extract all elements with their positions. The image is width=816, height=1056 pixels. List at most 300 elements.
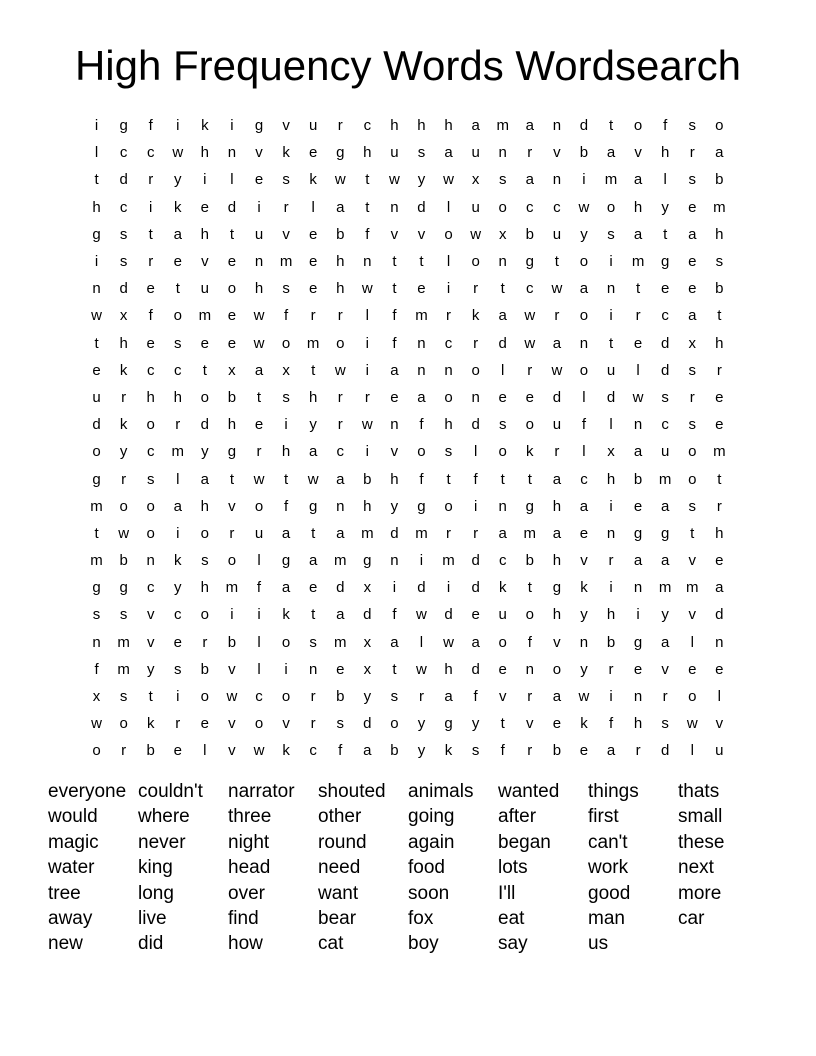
grid-letter: w xyxy=(578,198,590,216)
grid-letter: w xyxy=(91,715,102,733)
grid-letter: f xyxy=(94,660,99,678)
grid-letter: e xyxy=(227,334,237,352)
grid-letter: s xyxy=(282,171,290,189)
grid-letter: a xyxy=(688,225,697,243)
grid-letter: h xyxy=(715,524,724,542)
word-list-item: eat xyxy=(498,907,525,929)
grid-letter: r xyxy=(527,361,533,379)
grid-letter: t xyxy=(554,253,559,271)
grid-letter: r xyxy=(689,388,695,406)
grid-letter: h xyxy=(336,253,345,271)
grid-letter: a xyxy=(715,144,724,162)
grid-row xyxy=(83,248,733,275)
grid-letter: o xyxy=(281,688,291,706)
grid-letter: t xyxy=(500,280,505,298)
grid-letter: e xyxy=(715,660,724,678)
grid-letter: y xyxy=(417,715,426,733)
grid-letter: l xyxy=(609,416,613,434)
grid-letter: e xyxy=(661,280,670,298)
grid-letter: o xyxy=(579,253,589,271)
word-list-item: new xyxy=(48,933,83,955)
word-list-item: car xyxy=(678,907,705,929)
grid-letter: w xyxy=(334,171,346,189)
grid-letter: r xyxy=(418,688,424,706)
grid-letter: t xyxy=(500,470,505,488)
grid-letter: f xyxy=(500,742,505,760)
grid-letter: b xyxy=(200,660,210,678)
grid-letter: u xyxy=(552,416,562,434)
grid-letter: w xyxy=(578,688,590,706)
grid-letter: m xyxy=(442,552,455,570)
word-list-item: where xyxy=(138,806,190,828)
grid-letter: a xyxy=(281,524,291,542)
grid-letter: v xyxy=(634,144,642,162)
grid-letter: c xyxy=(146,443,155,461)
grid-letter: d xyxy=(92,416,101,434)
grid-letter: r xyxy=(635,307,641,325)
grid-row xyxy=(83,465,733,492)
grid-letter: n xyxy=(308,660,318,678)
word-list-item: three xyxy=(228,806,272,828)
grid-letter: e xyxy=(227,253,237,271)
grid-letter: t xyxy=(717,307,722,325)
grid-letter: v xyxy=(282,225,290,243)
grid-letter: s xyxy=(661,715,669,733)
grid-letter: n xyxy=(254,253,264,271)
word-list-item: thats xyxy=(678,781,720,802)
grid-letter: f xyxy=(608,715,614,733)
grid-letter: f xyxy=(284,497,289,515)
grid-letter: s xyxy=(119,225,128,243)
grid-letter: o xyxy=(525,606,534,624)
grid-letter: t xyxy=(690,524,695,542)
grid-letter: i xyxy=(365,334,369,352)
grid-letter: t xyxy=(365,171,370,189)
grid-letter: e xyxy=(633,334,643,352)
grid-letter: a xyxy=(552,334,562,352)
grid-letter: r xyxy=(554,443,560,461)
word-list-item: more xyxy=(678,882,722,904)
grid-letter: a xyxy=(552,470,562,488)
grid-letter: a xyxy=(633,443,643,461)
grid-letter: y xyxy=(661,198,669,216)
grid-letter: s xyxy=(715,253,724,271)
grid-letter: r xyxy=(310,715,316,733)
grid-letter: b xyxy=(525,225,534,243)
grid-letter: m xyxy=(496,117,509,135)
grid-letter: w xyxy=(551,361,563,379)
grid-letter: k xyxy=(444,742,453,760)
grid-letter: a xyxy=(336,524,345,542)
grid-letter: t xyxy=(527,579,532,597)
grid-letter: x xyxy=(228,361,236,379)
word-list-item: would xyxy=(48,806,98,828)
grid-letter: l xyxy=(311,198,315,216)
grid-letter: e xyxy=(525,388,534,406)
grid-letter: r xyxy=(608,552,614,570)
grid-letter: h xyxy=(281,443,291,461)
grid-letter: o xyxy=(471,361,480,379)
grid-letter: e xyxy=(92,361,101,379)
grid-letter: a xyxy=(661,497,670,515)
grid-letter: e xyxy=(146,334,155,352)
grid-letter: h xyxy=(444,660,453,678)
grid-letter: v xyxy=(228,660,236,678)
grid-letter: r xyxy=(310,307,316,325)
word-list-item: going xyxy=(408,806,455,828)
grid-letter: b xyxy=(227,633,237,651)
grid-letter: s xyxy=(119,688,128,706)
grid-letter: i xyxy=(176,117,180,135)
grid-letter: y xyxy=(417,742,426,760)
grid-letter: m xyxy=(713,443,726,461)
grid-letter: c xyxy=(661,307,669,325)
grid-row xyxy=(83,438,733,465)
grid-letter: t xyxy=(608,117,614,135)
grid-letter: m xyxy=(713,198,726,216)
grid-letter: s xyxy=(661,388,669,406)
grid-letter: h xyxy=(444,117,453,135)
grid-letter: y xyxy=(119,443,128,461)
grid-letter: e xyxy=(715,552,724,570)
grid-letter: o xyxy=(200,606,210,624)
grid-letter: o xyxy=(119,715,128,733)
grid-row xyxy=(83,330,733,357)
grid-letter: e xyxy=(552,715,562,733)
grid-letter: o xyxy=(444,497,453,515)
grid-letter: g xyxy=(661,253,670,271)
grid-letter: d xyxy=(498,334,507,352)
word-list-item: cat xyxy=(318,933,344,955)
grid-letter: e xyxy=(579,524,589,542)
grid-letter: t xyxy=(392,253,397,271)
grid-letter: m xyxy=(658,579,672,597)
grid-letter: t xyxy=(311,524,316,542)
grid-letter: i xyxy=(257,198,261,216)
grid-letter: u xyxy=(254,524,264,542)
grid-letter: l xyxy=(419,633,424,651)
grid-letter: t xyxy=(284,470,289,488)
grid-letter: o xyxy=(254,497,264,515)
grid-letter: o xyxy=(336,334,345,352)
grid-row xyxy=(83,629,733,656)
grid-letter: f xyxy=(392,606,397,624)
grid-letter: s xyxy=(309,633,317,651)
grid-letter: d xyxy=(417,579,426,597)
grid-letter: y xyxy=(580,606,588,624)
grid-letter: h xyxy=(606,606,616,624)
grid-letter: w xyxy=(91,307,102,325)
grid-letter: i xyxy=(473,497,478,515)
grid-letter: i xyxy=(609,253,613,271)
grid-letter: d xyxy=(336,579,345,597)
grid-letter: i xyxy=(284,660,288,678)
grid-letter: u xyxy=(471,198,480,216)
grid-letter: y xyxy=(309,416,317,434)
grid-letter: m xyxy=(658,470,672,488)
grid-letter: d xyxy=(661,361,670,379)
grid-letter: c xyxy=(580,470,588,488)
grid-letter: r xyxy=(473,524,479,542)
word-list-item: things xyxy=(588,781,639,802)
grid-letter: g xyxy=(254,117,264,135)
grid-letter: a xyxy=(444,144,453,162)
grid-letter: k xyxy=(174,552,182,570)
grid-letter: e xyxy=(688,280,697,298)
grid-letter: s xyxy=(92,606,101,624)
grid-letter: m xyxy=(415,307,428,325)
word-list-item: away xyxy=(48,907,93,929)
word-list-item: narrator xyxy=(228,781,295,802)
grid-letter: x xyxy=(471,171,480,189)
grid-letter: v xyxy=(201,253,209,271)
grid-row xyxy=(83,139,733,166)
grid-letter: h xyxy=(146,388,155,406)
grid-letter: a xyxy=(552,688,562,706)
grid-letter: e xyxy=(417,280,426,298)
grid-letter: i xyxy=(176,688,180,706)
grid-letter: m xyxy=(90,497,103,515)
grid-letter: i xyxy=(392,579,397,597)
word-list-item: over xyxy=(228,882,265,904)
grid-letter: u xyxy=(92,388,101,406)
grid-letter: m xyxy=(225,579,239,597)
grid-letter: r xyxy=(716,361,722,379)
grid-letter: d xyxy=(715,606,724,624)
grid-letter: l xyxy=(365,307,369,325)
grid-letter: u xyxy=(661,443,670,461)
grid-letter: f xyxy=(527,633,532,651)
grid-letter: a xyxy=(363,742,372,760)
word-list xyxy=(48,779,788,957)
grid-letter: x xyxy=(688,334,696,352)
grid-letter: r xyxy=(121,388,127,406)
grid-letter: f xyxy=(663,117,668,135)
grid-letter: a xyxy=(715,579,724,597)
word-list-item: live xyxy=(138,907,167,929)
grid-letter: a xyxy=(633,552,643,570)
word-list-item: magic xyxy=(48,831,99,853)
grid-letter: a xyxy=(336,470,345,488)
grid-letter: s xyxy=(471,742,480,760)
grid-letter: f xyxy=(338,742,343,760)
word-list-item: round xyxy=(318,831,367,853)
grid-letter: m xyxy=(198,307,212,325)
grid-letter: n xyxy=(390,198,399,216)
grid-letter: m xyxy=(604,171,618,189)
grid-row xyxy=(83,683,733,710)
grid-letter: b xyxy=(715,171,724,189)
grid-letter: n xyxy=(227,144,237,162)
grid-letter: v xyxy=(661,660,669,678)
grid-letter: h xyxy=(308,388,318,406)
word-list-item: wanted xyxy=(498,781,560,802)
grid-letter: e xyxy=(308,579,318,597)
grid-letter: w xyxy=(524,307,536,325)
grid-letter: c xyxy=(336,443,344,461)
grid-letter: i xyxy=(609,579,613,597)
grid-letter: l xyxy=(473,443,478,461)
grid-letter: b xyxy=(525,552,534,570)
grid-letter: e xyxy=(200,334,210,352)
grid-letter: x xyxy=(498,225,507,243)
grid-letter: o xyxy=(200,388,210,406)
grid-letter: r xyxy=(202,633,208,651)
grid-letter: i xyxy=(94,253,99,271)
word-list-item: want xyxy=(318,882,359,904)
grid-letter: o xyxy=(227,552,237,570)
grid-letter: a xyxy=(606,144,616,162)
grid-letter: h xyxy=(119,334,128,352)
word-list-item: night xyxy=(228,831,270,853)
grid-letter: b xyxy=(633,470,643,488)
grid-letter: v xyxy=(580,552,588,570)
grid-letter: y xyxy=(580,660,588,678)
grid-letter: t xyxy=(608,334,614,352)
grid-letter: i xyxy=(609,497,613,515)
grid-letter: l xyxy=(717,688,721,706)
word-list-item: after xyxy=(498,806,537,828)
grid-letter: e xyxy=(308,225,318,243)
grid-letter: n xyxy=(633,579,643,597)
grid-letter: m xyxy=(415,524,428,542)
grid-row xyxy=(83,275,733,302)
grid-letter: t xyxy=(392,660,397,678)
grid-letter: y xyxy=(390,497,399,515)
grid-letter: r xyxy=(364,388,370,406)
grid-letter: n xyxy=(715,633,724,651)
grid-letter: r xyxy=(446,307,452,325)
grid-letter: g xyxy=(281,552,291,570)
grid-letter: w xyxy=(361,416,373,434)
grid-letter: o xyxy=(498,198,507,216)
grid-letter: n xyxy=(363,253,372,271)
grid-letter: a xyxy=(661,633,670,651)
grid-letter: l xyxy=(257,633,261,651)
grid-letter: i xyxy=(365,361,369,379)
word-list-item: work xyxy=(588,857,629,879)
grid-letter: s xyxy=(417,144,426,162)
grid-letter: l xyxy=(690,742,694,760)
grid-letter: a xyxy=(498,524,507,542)
grid-letter: e xyxy=(688,253,697,271)
grid-letter: t xyxy=(94,334,99,352)
grid-letter: e xyxy=(308,253,318,271)
grid-letter: t xyxy=(148,688,153,706)
word-list-item: next xyxy=(678,857,714,879)
grid-letter: s xyxy=(336,715,344,733)
grid-letter: a xyxy=(525,171,534,189)
grid-letter: w xyxy=(443,633,454,651)
grid-letter: g xyxy=(92,579,101,597)
grid-letter: b xyxy=(715,280,724,298)
grid-letter: i xyxy=(582,171,586,189)
grid-letter: h xyxy=(552,552,562,570)
grid-letter: o xyxy=(173,307,182,325)
grid-letter: o xyxy=(146,416,155,434)
grid-letter: m xyxy=(631,253,645,271)
grid-letter: i xyxy=(230,117,234,135)
grid-letter: s xyxy=(498,416,507,434)
grid-letter: e xyxy=(471,606,480,624)
grid-letter: b xyxy=(146,742,155,760)
grid-row xyxy=(83,737,733,764)
grid-letter: n xyxy=(552,171,562,189)
word-list-item: animals xyxy=(408,781,474,802)
grid-letter: l xyxy=(257,660,261,678)
word-list-item: shouted xyxy=(318,781,386,802)
grid-letter: x xyxy=(119,307,128,325)
grid-letter: m xyxy=(117,660,130,678)
grid-letter: o xyxy=(417,443,426,461)
grid-letter: r xyxy=(310,688,316,706)
grid-letter: y xyxy=(580,225,588,243)
grid-letter: a xyxy=(661,552,670,570)
grid-letter: t xyxy=(663,225,668,243)
grid-letter: b xyxy=(579,144,589,162)
grid-letter: f xyxy=(148,117,153,135)
grid-letter: o xyxy=(444,225,453,243)
grid-letter: g xyxy=(633,524,643,542)
grid-letter: x xyxy=(92,688,101,706)
grid-letter: a xyxy=(254,361,264,379)
grid-letter: l xyxy=(690,633,694,651)
grid-letter: k xyxy=(309,171,317,189)
grid-letter: g xyxy=(525,497,534,515)
grid-letter: n xyxy=(498,497,507,515)
grid-letter: c xyxy=(498,552,507,570)
grid-letter: a xyxy=(444,688,453,706)
grid-letter: n xyxy=(417,361,426,379)
grid-letter: c xyxy=(363,117,372,135)
grid-letter: n xyxy=(417,334,426,352)
grid-letter: c xyxy=(174,606,182,624)
grid-letter: h xyxy=(200,144,210,162)
grid-letter: r xyxy=(608,660,614,678)
grid-letter: d xyxy=(471,552,480,570)
grid-letter: d xyxy=(606,388,616,406)
grid-letter: h xyxy=(390,117,399,135)
grid-letter: k xyxy=(282,144,290,162)
grid-letter: a xyxy=(579,497,589,515)
grid-letter: i xyxy=(636,606,640,624)
grid-letter: g xyxy=(336,144,345,162)
grid-letter: w xyxy=(470,225,482,243)
grid-letter: l xyxy=(176,470,180,488)
grid-letter: d xyxy=(552,388,562,406)
grid-letter: a xyxy=(173,225,182,243)
grid-letter: w xyxy=(172,144,184,162)
grid-letter: n xyxy=(336,497,345,515)
word-list-item: again xyxy=(408,831,455,853)
grid-letter: i xyxy=(365,443,369,461)
grid-letter: u xyxy=(254,225,264,243)
grid-letter: b xyxy=(227,388,237,406)
word-list-item: everyone xyxy=(48,781,127,802)
grid-letter: y xyxy=(363,688,372,706)
grid-letter: r xyxy=(256,443,262,461)
grid-letter: x xyxy=(282,361,290,379)
grid-letter: f xyxy=(284,307,289,325)
grid-letter: f xyxy=(473,688,478,706)
grid-letter: d xyxy=(471,579,480,597)
grid-letter: f xyxy=(473,470,478,488)
grid-letter: a xyxy=(308,552,318,570)
grid-letter: v xyxy=(146,633,155,651)
word-list-item: find xyxy=(228,907,259,929)
grid-letter: e xyxy=(146,280,155,298)
grid-letter: s xyxy=(688,361,696,379)
